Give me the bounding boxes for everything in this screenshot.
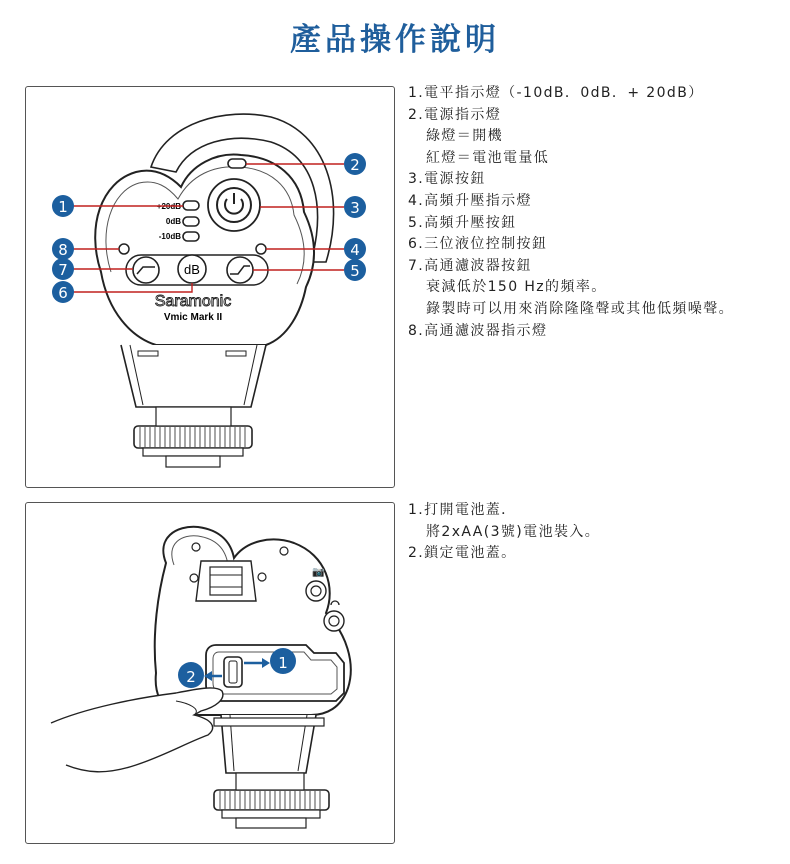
callout-2 <box>344 153 366 175</box>
front-view-panel <box>25 86 395 488</box>
hand-illustration <box>51 688 223 772</box>
screw-icon <box>192 543 200 551</box>
svg-text:2: 2 <box>350 156 360 174</box>
level-label-0: 0dB <box>165 217 181 226</box>
battery-steps-list <box>408 500 600 565</box>
list-item: 8.高通濾波器指示燈 <box>408 322 548 339</box>
callout-6 <box>52 281 74 303</box>
level-led-20 <box>183 201 199 210</box>
svg-text:2: 2 <box>186 668 196 686</box>
battery-illustration <box>26 503 394 843</box>
list-item: 1.打開電池蓋． <box>408 502 517 518</box>
battery-panel <box>25 502 395 844</box>
list-item: 紅燈＝電池電量低 <box>426 149 550 166</box>
list-item: 1.電平指示燈（-10dB．0dB．+ 20dB） <box>408 85 704 101</box>
list-item: 2.鎖定電池蓋。 <box>408 545 517 562</box>
db-button-label: dB <box>184 262 200 277</box>
hpf-button <box>133 257 159 283</box>
device-front-illustration <box>26 87 394 487</box>
model-label: Vmic Mark II <box>163 312 223 323</box>
level-led-m10 <box>183 232 199 241</box>
svg-text:4: 4 <box>350 241 360 259</box>
hpf-indicator-led <box>119 244 129 254</box>
screw-icon <box>258 573 266 581</box>
headphone-icon <box>331 601 339 605</box>
list-item: 綠燈＝開機 <box>426 128 503 145</box>
svg-text:8: 8 <box>58 241 68 259</box>
callout-3 <box>344 196 366 218</box>
boost-indicator-led <box>256 244 266 254</box>
list-item: 6.三位液位控制按鈕 <box>408 236 548 253</box>
list-item: 7.高通濾波器按鈕 <box>408 257 532 274</box>
list-item: 2.電源指示燈 <box>408 106 502 123</box>
brand-logo: Saramonic <box>154 293 232 310</box>
page-title: 產品操作說明 <box>290 22 500 58</box>
list-item: 3.電源按鈕 <box>408 171 486 188</box>
boost-button <box>227 257 253 283</box>
callout-5 <box>344 259 366 281</box>
callout-8 <box>52 238 74 260</box>
level-label-20: +20dB <box>156 202 181 211</box>
svg-text:1: 1 <box>278 654 288 672</box>
level-led-0 <box>183 217 199 226</box>
svg-text:6: 6 <box>58 284 68 302</box>
function-list <box>408 83 734 342</box>
svg-text:3: 3 <box>350 199 360 217</box>
level-label-m10: -10dB <box>158 232 181 241</box>
callout-7 <box>52 258 74 280</box>
list-item: 錄製時可以用來消除隆隆聲或其他低頻噪聲。 <box>426 300 734 317</box>
camera-icon: 📷 <box>312 567 325 578</box>
locking-ring <box>134 426 252 448</box>
callout-1 <box>52 195 74 217</box>
callout-1 <box>270 648 296 674</box>
locking-ring <box>214 790 329 810</box>
list-item: 4.高頻升壓指示燈 <box>408 192 532 209</box>
list-item: 5.高頻升壓按鈕 <box>408 214 517 231</box>
svg-text:7: 7 <box>58 261 68 279</box>
svg-text:1: 1 <box>58 198 68 216</box>
list-item: 衰減低於150 Hz的頻率。 <box>426 279 607 296</box>
callout-4 <box>344 238 366 260</box>
power-indicator-led <box>228 159 246 168</box>
screw-icon <box>280 547 288 555</box>
screw-icon <box>190 574 198 582</box>
svg-text:5: 5 <box>350 262 360 280</box>
callout-2 <box>178 662 204 688</box>
list-item: 將2xAA(3號)電池裝入。 <box>426 523 601 540</box>
